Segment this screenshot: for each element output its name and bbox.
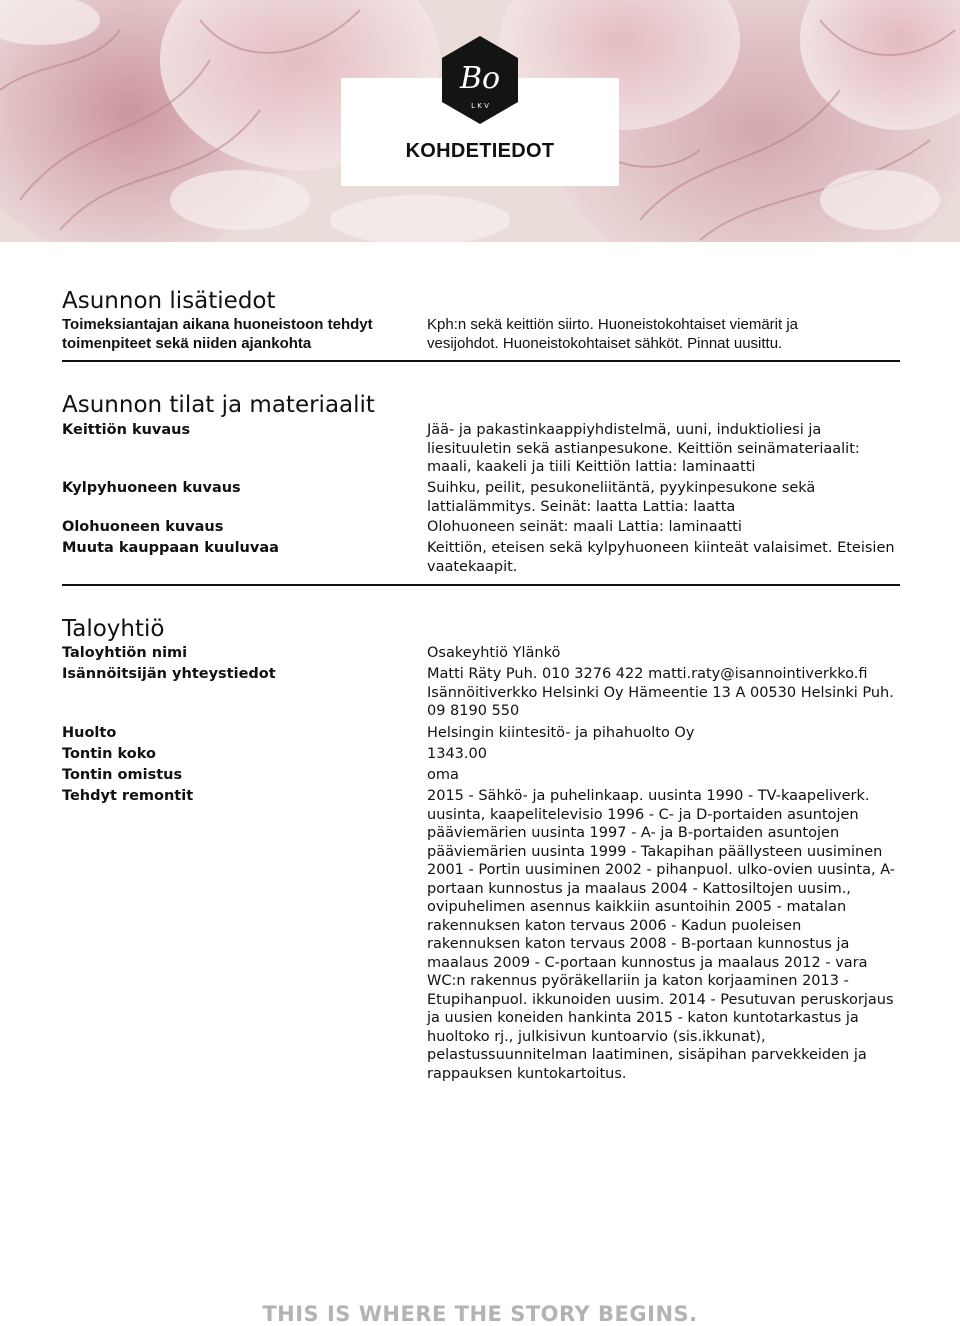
value-taloyhtion-nimi: Osakeyhtiö Ylänkö (427, 645, 561, 661)
label-isannoitsija: Isännöitsijän yhteystiedot (62, 666, 276, 682)
label-toimenpiteet: Toimeksiantajan aikana huoneistoon tehdyt toimenpiteet sekä niiden ajankohta (62, 316, 373, 352)
value-keittio: Jää- ja pakastinkaappiyhdistelmä, uuni, induktioliesi ja liesituuletin sekä astianpesukone. Keittiön seinämateriaalit: maali, kaakeli ja tiili Keittiön lattia: laminaatti (427, 422, 860, 475)
label-taloyhtion-nimi: Taloyhtiön nimi (62, 645, 188, 661)
label-keittio: Keittiön kuvaus (62, 422, 191, 438)
value-muuta: Keittiön, eteisen sekä kylpyhuoneen kiinteät valaisimet. Eteisien vaatekaapit. (427, 540, 895, 575)
section-heading-taloyhtio: Taloyhtiö (62, 616, 165, 642)
value-toimenpiteet: Kph:n sekä keittiön siirto. Huoneistokohtaiset viemärit ja vesijohdot. Huoneistokohtaiset sähköt. Pinnat uusittu. (427, 316, 799, 352)
section-heading-tilat: Asunnon tilat ja materiaalit (62, 392, 375, 418)
value-tontin-koko: 1343.00 (427, 746, 487, 762)
logo-monogram: Bo (459, 61, 501, 96)
label-kylpyhuone: Kylpyhuoneen kuvaus (62, 480, 241, 496)
value-huolto: Helsingin kiintesitö- ja pihahuolto Oy (427, 725, 695, 741)
page-title: KOHDETIEDOT (405, 140, 555, 162)
label-huolto: Huolto (62, 725, 117, 741)
value-remontit: 2015 - Sähkö- ja puhelinkaap. uusinta 1990 - TV-kaapeliverk. uusinta, kaapelitelevisio 1996 - C- ja D-portaiden asuntojen pääviemärien uusinta 1997 - A- ja B-portaiden asuntojen pääviemärien uusinta 1999 - Takapihan päällysteen uusiminen 2001 - Portin uusiminen 2002 - pihanpuol. ulko-ovien uusinta, A-portaan kunnostus ja maalaus 2004 - Kattosiltojen uusim., ovipuhelimen asennus kaikkiin asuntoihin 2005 - matalan rakennuksen katon tervaus 2006 - Kadun puoleisen rakennuksen katon tervaus 2008 - B-portaan kunnostus ja maalaus 2009 - C-portaan kunnostus ja maalaus 2012 - vara WC:n rakennus pyöräkellariin ja katon korjaaminen 2013 - Etupihanpuol. ikkunoiden uusim. 2014 - Pesutuvan peruskorjaus ja uusien koneiden hankinta 2015 - katon kuntotarkastus ja huoltoko rj., julkisivun kuntoarvio (sis.ikkunat), pelastussuunnitelman laatiminen, sisäpihan parvekkeiden ja rappauksen kuntokartoitus. (427, 788, 896, 1082)
section-divider (62, 360, 900, 362)
label-remontit: Tehdyt remontit (62, 788, 194, 804)
label-muuta: Muuta kauppaan kuuluvaa (62, 540, 279, 556)
label-tontin-koko: Tontin koko (62, 746, 156, 762)
hexagon-logo-icon (440, 36, 520, 124)
value-isannoitsija: Matti Räty Puh. 010 3276 422 matti.raty@isannointiverkko.fi Isännöitiverkko Helsinki Oy Hämeentie 13 A 00530 Helsinki Puh. 09 8190 550 (427, 666, 894, 719)
value-kylpyhuone: Suihku, peilit, pesukoneliitäntä, pyykinpesukone sekä lattialämmitys. Seinät: laatta Lattia: laatta (427, 480, 816, 515)
footer-tagline: THIS IS WHERE THE STORY BEGINS. (262, 1302, 698, 1326)
section-heading-lisatiedot: Asunnon lisätiedot (62, 288, 276, 314)
value-tontin-omistus: oma (427, 767, 459, 783)
logo-sub: L K V (471, 102, 489, 110)
section-divider (62, 584, 900, 586)
label-tontin-omistus: Tontin omistus (62, 767, 183, 783)
label-olohuone: Olohuoneen kuvaus (62, 519, 224, 535)
value-olohuone: Olohuoneen seinät: maali Lattia: laminaatti (427, 519, 742, 535)
